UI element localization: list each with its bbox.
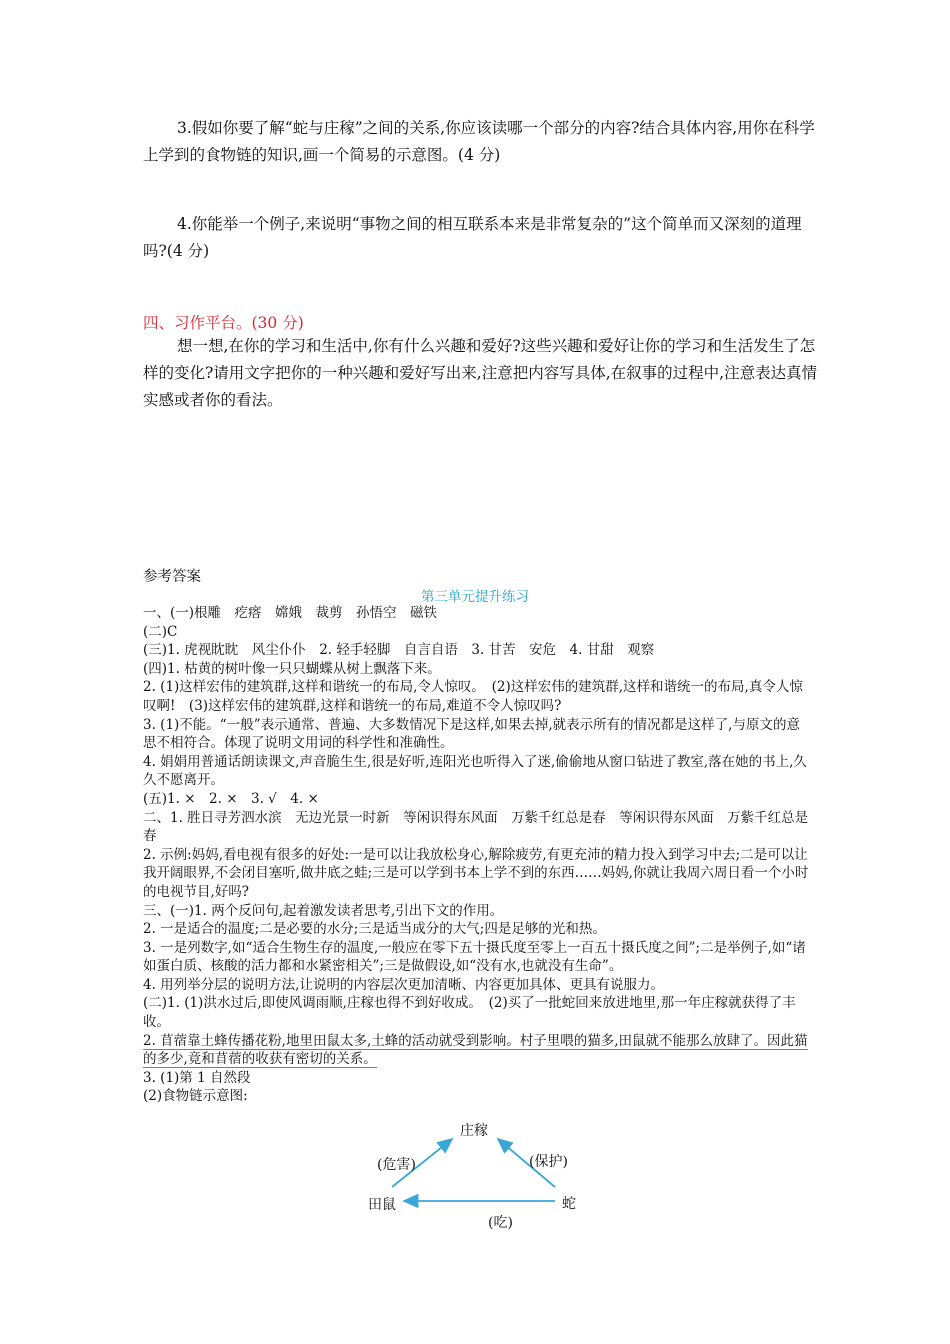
question-3: 3.假如你要了解“蛇与庄稼”之间的关系,你应该读哪一个部分的内容?结合具体内容,用你在科学上学到的食物链的知识,画一个简易的示意图。(4 分) bbox=[143, 119, 815, 164]
answers-heading: 参考答案 bbox=[143, 569, 201, 585]
answers-subheading: 第三单元提升练习 bbox=[421, 589, 529, 605]
answer-line bbox=[143, 1032, 809, 1069]
answer-line: 2. (1)这样宏伟的建筑群,这样和谐统一的布局,令人惊叹。 (2)这样宏伟的建筑群,这样和谐统一的布局,真令人惊叹啊! (3)这样宏伟的建筑群,这样和谐统一的布局,难道不令人惊叹吗? bbox=[143, 679, 803, 714]
edge-label-eat: (吃) bbox=[488, 1215, 513, 1231]
answer-line: (二)1. (1)洪水过后,即使风调雨顺,庄稼也得不到好收成。 (2)买了一批蛇回来放进地里,那一年庄稼就获得了丰收。 bbox=[143, 995, 796, 1031]
underlined-answer: 2. 苜蓿靠土蜂传播花粉,地里田鼠太多,土蜂的活动就受到影响。村子里喂的猫多,田鼠就不能那么放肆了。因此猫的多少,竟和苜蓿的收获有密切的关系。 bbox=[143, 1032, 808, 1068]
food-chain-diagram bbox=[340, 1115, 630, 1240]
edge-label-protect: (保护) bbox=[529, 1154, 568, 1170]
answer-line: (2)食物链示意图: bbox=[143, 1088, 248, 1105]
node-snake: 蛇 bbox=[562, 1196, 576, 1212]
answer-line: 3. 一是列数字,如“适合生物生存的温度,一般应在零下五十摄氏度至零上一百五十摄氏度之间”;二是举例子,如“诸如蛋白质、核酸的活力都和水紧密相关”;三是做假设,如“没有水,也就没有生命”。 bbox=[143, 939, 806, 975]
answer-line: (五)1. × 2. × 3. √ 4. × bbox=[143, 790, 319, 807]
node-field-mouse: 田鼠 bbox=[368, 1197, 396, 1213]
section-4-title: 四、习作平台。(30 分) bbox=[143, 314, 304, 332]
answer-line: 一、(一)根雕 疙瘩 嫦娥 裁剪 孙悟空 磁铁 bbox=[143, 605, 438, 621]
answer-line: 三、(一)1. 两个反问句,起着激发读者思考,引出下文的作用。 bbox=[143, 902, 504, 919]
answer-line: 3. (1)不能。“一般”表示通常、普遍、大多数情况下是这样,如果去掉,就表示所有的情况都是这样了,与原文的意思不相符合。体现了说明文用词的科学性和准确性。 bbox=[143, 716, 800, 752]
answer-line: 3. (1)第 1 自然段 bbox=[143, 1069, 251, 1086]
question-4: 4.你能举一个例子,来说明“事物之间的相互联系本来是非常复杂的”这个简单而又深刻的道理吗?(4 分) bbox=[143, 215, 802, 260]
answer-line: 4. 娟娟用普通话朗读课文,声音脆生生,很是好听,连阳光也听得入了迷,偷偷地从窗口钻进了教室,落在她的书上,久久不愿离开。 bbox=[143, 753, 807, 789]
answer-line: 4. 用列举分层的说明方法,让说明的内容层次更加清晰、内容更加具体、更具有说服力。 bbox=[143, 976, 664, 993]
node-crops: 庄稼 bbox=[460, 1123, 488, 1139]
section-4-body: 想一想,在你的学习和生活中,你有什么兴趣和爱好?这些兴趣和爱好让你的学习和生活发生了怎样的变化?请用文字把你的一种兴趣和爱好写出来,注意把内容写具体,在叙事的过程中,注意表达真情实感或者你的看法。 bbox=[143, 337, 818, 409]
answer-list bbox=[143, 604, 809, 1106]
edge-label-harm: (危害) bbox=[377, 1157, 416, 1173]
answer-line: (二)C bbox=[143, 623, 178, 640]
answer-line: 二、1. 胜日寻芳泗水滨 无边光景一时新 等闲识得东风面 万紫千红总是春 等闲识得东风面 万紫千红总是春 bbox=[143, 809, 809, 845]
answer-line: (四)1. 枯黄的树叶像一只只蝴蝶从树上飘落下来。 bbox=[143, 660, 441, 677]
answer-line: 2. 示例:妈妈,看电视有很多的好处:一是可以让我放松身心,解除疲劳,有更充沛的精力投入到学习中去;二是可以让我开阔眼界,不会闭目塞听,做井底之蛙;三是可以学到书本上学不到的东西……妈妈,你就让我周六周日看一个小时的电视节目,好吗? bbox=[143, 846, 809, 900]
answer-line: 2. 一是适合的温度;二是必要的水分;三是适当成分的大气;四是足够的光和热。 bbox=[143, 921, 606, 938]
answer-line: (三)1. 虎视眈眈 风尘仆仆 2. 轻手轻脚 自言自语 3. 甘苦 安危 4. 甘甜 观察 bbox=[143, 642, 655, 659]
